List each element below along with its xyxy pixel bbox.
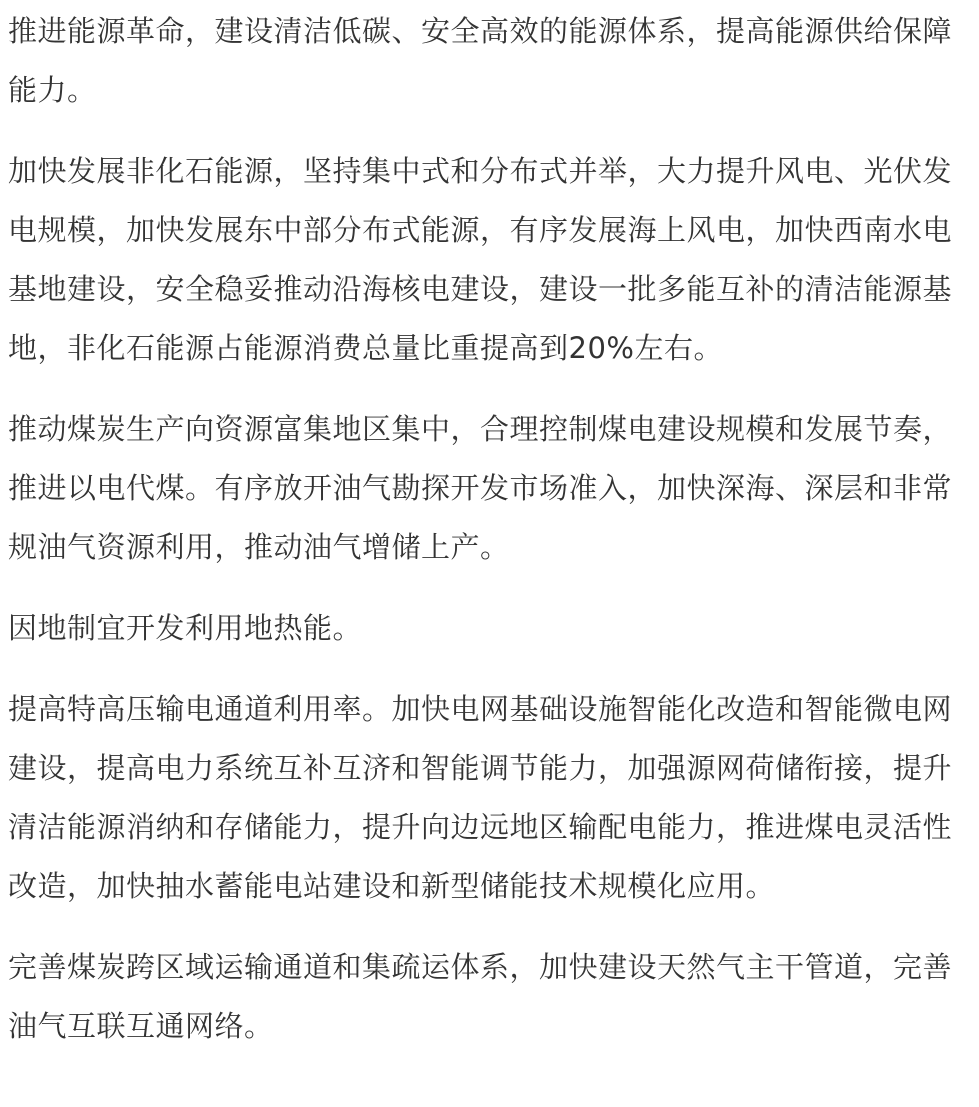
paragraph-transport-network: 完善煤炭跨区域运输通道和集疏运体系，加快建设天然气主干管道，完善油气互联互通网络。 bbox=[8, 950, 953, 1043]
paragraph-power-grid: 提高特高压输电通道利用率。加快电网基础设施智能化改造和智能微电网建设，提高电力系统互补互济和智能调节能力，加强源网荷储衔接，提升清洁能源消纳和存储能力，提升向边远地区输配电能力，推进煤电灵活性改造，加快抽水蓄能电站建设和新型储能技术规模化应用。 bbox=[8, 692, 953, 903]
paragraph-coal-oil-gas: 推动煤炭生产向资源富集地区集中，合理控制煤电建设规模和发展节奏，推进以电代煤。有序放开油气勘探开发市场准入，加快深海、深层和非常规油气资源利用，推动油气增储上产。 bbox=[8, 412, 953, 564]
paragraph-energy-revolution: 推进能源革命，建设清洁低碳、安全高效的能源体系，提高能源供给保障能力。 bbox=[8, 14, 953, 107]
paragraph-non-fossil-energy: 加快发展非化石能源，坚持集中式和分布式并举，大力提升风电、光伏发电规模，加快发展东中部分布式能源，有序发展海上风电，加快西南水电基地建设，安全稳妥推动沿海核电建设，建设一批多能互补的清洁能源基地，非化石能源占能源消费总量比重提高到20%左右。 bbox=[8, 154, 953, 365]
paragraph-geothermal: 因地制宜开发利用地热能。 bbox=[8, 611, 363, 645]
